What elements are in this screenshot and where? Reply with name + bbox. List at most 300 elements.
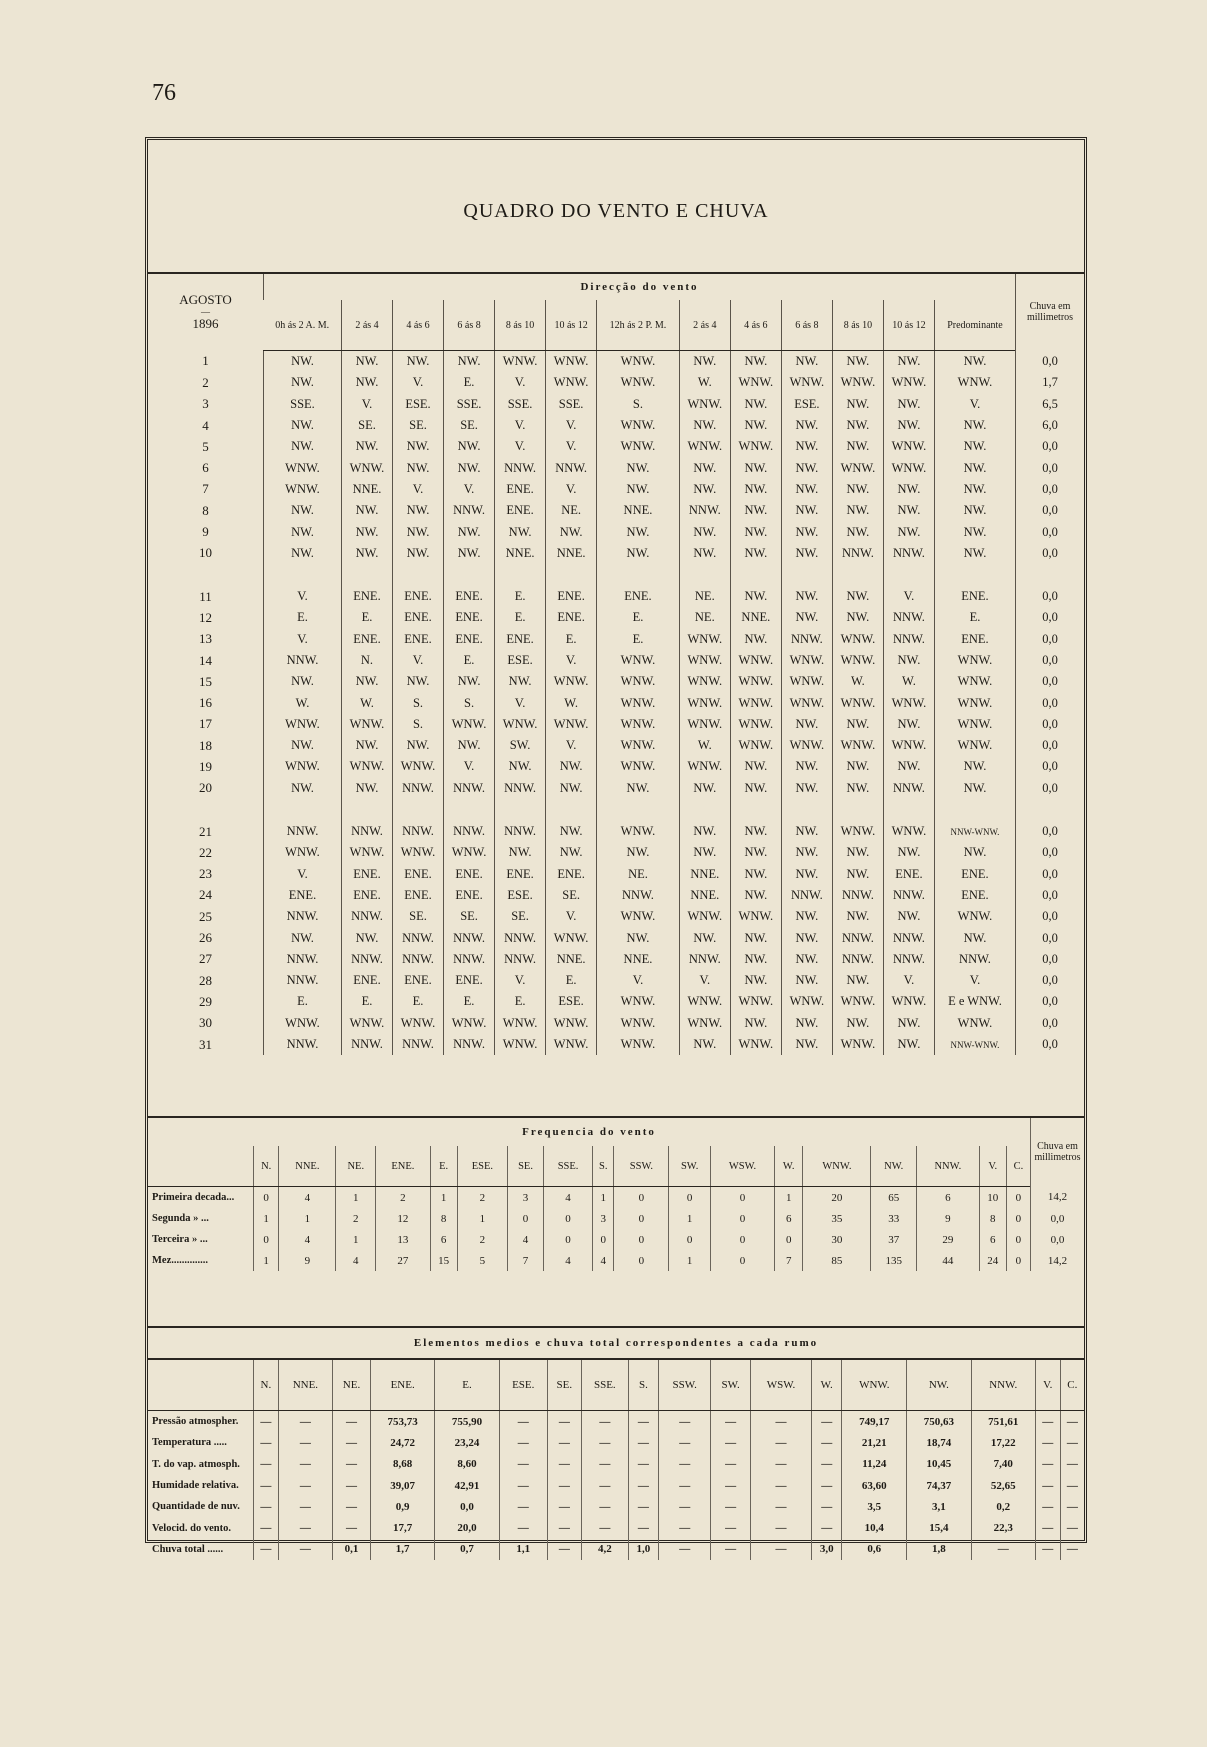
day-cell: 9 bbox=[202, 524, 209, 540]
direction-cell: S. bbox=[393, 692, 444, 713]
direction-cell: WNW. bbox=[444, 714, 495, 735]
frequency-cell: 0 bbox=[614, 1250, 669, 1271]
direction-cell: ENE. bbox=[495, 864, 546, 885]
time-header: 12h ás 2 P. M. bbox=[597, 300, 680, 351]
element-cell: — bbox=[659, 1475, 711, 1496]
direction-cell: E. bbox=[546, 970, 597, 991]
direction-cell: WNW. bbox=[679, 692, 730, 713]
frequency-cell: 4 bbox=[279, 1187, 336, 1209]
direction-cell: NW. bbox=[679, 479, 730, 500]
direction-header: NW. bbox=[871, 1146, 917, 1187]
element-cell: — bbox=[547, 1517, 581, 1538]
element-cell: — bbox=[1060, 1496, 1084, 1517]
frequency-cell: 6 bbox=[775, 1208, 803, 1229]
direction-cell: NW. bbox=[832, 842, 883, 863]
direction-cell: SSE. bbox=[264, 394, 342, 415]
rain-cell: 0,0 bbox=[1016, 1034, 1085, 1055]
table-row bbox=[148, 500, 1084, 521]
table-row bbox=[148, 885, 1084, 906]
direction-cell: S. bbox=[393, 714, 444, 735]
element-cell: — bbox=[499, 1411, 547, 1433]
direction-cell: NNW. bbox=[444, 1034, 495, 1055]
element-cell: 3,1 bbox=[907, 1496, 971, 1517]
element-cell: — bbox=[333, 1454, 371, 1475]
direction-cell: N. bbox=[341, 650, 392, 671]
direction-cell: WNW. bbox=[832, 991, 883, 1012]
element-cell: — bbox=[333, 1496, 371, 1517]
direction-cell: NW. bbox=[832, 970, 883, 991]
direction-cell: NW. bbox=[781, 778, 832, 799]
frequency-cell: 15 bbox=[430, 1250, 457, 1271]
direction-cell: WNW. bbox=[597, 415, 680, 436]
direction-cell: NW. bbox=[730, 351, 781, 373]
direction-cell: WNW. bbox=[781, 650, 832, 671]
element-cell: — bbox=[581, 1432, 628, 1453]
table-row bbox=[148, 394, 1084, 415]
element-cell: — bbox=[333, 1432, 371, 1453]
direction-cell: W. bbox=[832, 671, 883, 692]
direction-cell: NNW. bbox=[341, 949, 392, 970]
direction-cell: WNW. bbox=[832, 692, 883, 713]
direction-cell: S. bbox=[597, 394, 680, 415]
direction-cell: WNW. bbox=[393, 1013, 444, 1034]
direction-cell: WNW. bbox=[730, 735, 781, 756]
direction-cell: E. bbox=[341, 607, 392, 628]
frequency-cell: 1 bbox=[669, 1208, 711, 1229]
direction-cell: NW. bbox=[832, 521, 883, 542]
direction-cell: NNW. bbox=[341, 906, 392, 927]
direction-cell: NW. bbox=[444, 543, 495, 564]
direction-cell: NW. bbox=[883, 1034, 934, 1055]
direction-cell: WNW. bbox=[679, 756, 730, 777]
table-row bbox=[148, 436, 1084, 457]
direction-header: SE. bbox=[547, 1359, 581, 1411]
frequency-cell: 29 bbox=[916, 1229, 979, 1250]
element-cell: 750,63 bbox=[907, 1411, 971, 1433]
direction-header: SSW. bbox=[614, 1146, 669, 1187]
frequency-cell: 35 bbox=[803, 1208, 871, 1229]
direction-cell: V. bbox=[597, 970, 680, 991]
rain-cell: 0,0 bbox=[1016, 842, 1085, 863]
direction-cell: NW. bbox=[679, 778, 730, 799]
direction-cell: NW. bbox=[393, 543, 444, 564]
direction-cell: NW. bbox=[546, 756, 597, 777]
element-cell: — bbox=[581, 1411, 628, 1433]
element-cell: — bbox=[547, 1539, 581, 1560]
direction-cell: NW. bbox=[495, 842, 546, 863]
direction-cell: WNW. bbox=[597, 692, 680, 713]
predominant-cell: V. bbox=[934, 394, 1015, 415]
direction-header: SSE. bbox=[544, 1146, 593, 1187]
direction-cell: NW. bbox=[264, 778, 342, 799]
direction-cell: V. bbox=[546, 415, 597, 436]
direction-cell: NW. bbox=[781, 864, 832, 885]
direction-cell: NNW. bbox=[341, 821, 392, 842]
day-cell: 8 bbox=[202, 502, 209, 518]
frequency-cell: 20 bbox=[803, 1187, 871, 1209]
element-cell: — bbox=[628, 1517, 658, 1538]
direction-cell: ENE. bbox=[495, 500, 546, 521]
direction-cell: V. bbox=[393, 372, 444, 393]
direction-cell: NW. bbox=[495, 756, 546, 777]
direction-cell: WNW. bbox=[883, 821, 934, 842]
direction-cell: NNW. bbox=[264, 970, 342, 991]
direction-cell: NW. bbox=[883, 415, 934, 436]
table-row bbox=[148, 1208, 1084, 1229]
direction-header: V. bbox=[979, 1146, 1006, 1187]
page-number: 76 bbox=[152, 80, 176, 106]
day-cell: 4 bbox=[202, 417, 209, 433]
direction-cell: NW. bbox=[730, 842, 781, 863]
element-cell: — bbox=[659, 1432, 711, 1453]
direction-cell: V. bbox=[546, 479, 597, 500]
element-cell: — bbox=[711, 1475, 751, 1496]
element-cell: 17,7 bbox=[370, 1517, 434, 1538]
day-cell: 14 bbox=[199, 652, 212, 668]
rain-cell: 0,0 bbox=[1031, 1229, 1085, 1250]
direction-cell: NW. bbox=[832, 714, 883, 735]
day-cell: 17 bbox=[199, 716, 212, 732]
predominant-cell: ENE. bbox=[934, 586, 1015, 607]
decade-gap bbox=[148, 799, 1084, 821]
direction-cell: ESE. bbox=[495, 650, 546, 671]
direction-cell: WNW. bbox=[264, 479, 342, 500]
direction-header: NW. bbox=[907, 1359, 971, 1411]
direction-cell: NW. bbox=[883, 394, 934, 415]
direction-cell: ENE. bbox=[341, 629, 392, 650]
direction-cell: ENE. bbox=[495, 629, 546, 650]
direction-cell: WNW. bbox=[679, 671, 730, 692]
row-label: Segunda » ... bbox=[152, 1213, 209, 1224]
elements-table bbox=[148, 1326, 1084, 1560]
frequency-cell: 0 bbox=[669, 1229, 711, 1250]
direction-cell: NW. bbox=[597, 543, 680, 564]
day-cell: 3 bbox=[202, 396, 209, 412]
frequency-cell: 8 bbox=[979, 1208, 1006, 1229]
rain-cell: 6,5 bbox=[1016, 394, 1085, 415]
frequency-cell: 1 bbox=[254, 1250, 279, 1271]
direction-cell: NNW. bbox=[883, 927, 934, 948]
rain-cell: 0,0 bbox=[1016, 970, 1085, 991]
direction-header: S. bbox=[628, 1359, 658, 1411]
direction-cell: WNW. bbox=[883, 436, 934, 457]
title-box bbox=[148, 140, 1084, 274]
row-label: Terceira » ... bbox=[152, 1234, 208, 1245]
element-cell: 18,74 bbox=[907, 1432, 971, 1453]
direction-cell: WNW. bbox=[597, 1013, 680, 1034]
frequency-cell: 1 bbox=[593, 1187, 614, 1209]
direction-cell: NNW. bbox=[264, 949, 342, 970]
direction-cell: WNW. bbox=[730, 906, 781, 927]
direction-cell: NW. bbox=[883, 650, 934, 671]
predominant-cell: NW. bbox=[934, 436, 1015, 457]
predominant-cell: NW. bbox=[934, 479, 1015, 500]
row-label: Humidade relativa. bbox=[152, 1480, 239, 1492]
element-cell: — bbox=[254, 1411, 279, 1433]
frequency-cell: 2 bbox=[376, 1187, 430, 1209]
frequency-cell: 0 bbox=[544, 1208, 593, 1229]
rain-cell: 6,0 bbox=[1016, 415, 1085, 436]
frequency-cell: 0 bbox=[710, 1250, 774, 1271]
table-row bbox=[148, 1187, 1084, 1209]
element-cell: — bbox=[628, 1496, 658, 1517]
direction-cell: NW. bbox=[597, 479, 680, 500]
direction-cell: WNW. bbox=[597, 735, 680, 756]
direction-cell: SE. bbox=[341, 415, 392, 436]
frequency-cell: 1 bbox=[775, 1187, 803, 1209]
element-cell: 39,07 bbox=[370, 1475, 434, 1496]
direction-header: NNE. bbox=[279, 1146, 336, 1187]
direction-cell: NNW. bbox=[883, 885, 934, 906]
element-cell: 1,8 bbox=[907, 1539, 971, 1560]
element-cell: 7,40 bbox=[971, 1454, 1035, 1475]
element-cell: — bbox=[254, 1496, 279, 1517]
table-row bbox=[148, 949, 1084, 970]
direction-cell: NW. bbox=[444, 351, 495, 373]
direction-cell: NNW. bbox=[679, 949, 730, 970]
direction-cell: WNW. bbox=[546, 714, 597, 735]
direction-cell: NW. bbox=[341, 778, 392, 799]
frequency-table bbox=[148, 1116, 1084, 1271]
direction-cell: NW. bbox=[730, 415, 781, 436]
table-row bbox=[148, 842, 1084, 863]
element-cell: — bbox=[750, 1496, 811, 1517]
direction-cell: NW. bbox=[730, 1013, 781, 1034]
direction-cell: NW. bbox=[444, 735, 495, 756]
direction-cell: NW. bbox=[679, 842, 730, 863]
direction-cell: WNW. bbox=[495, 1013, 546, 1034]
time-header: 6 ás 8 bbox=[444, 300, 495, 351]
direction-cell: SE. bbox=[444, 906, 495, 927]
predominant-cell: WNW. bbox=[934, 714, 1015, 735]
frequency-cell: 3 bbox=[593, 1208, 614, 1229]
frequency-cell: 0 bbox=[710, 1187, 774, 1209]
element-cell: 3,5 bbox=[842, 1496, 907, 1517]
element-cell: — bbox=[278, 1539, 332, 1560]
element-cell: — bbox=[750, 1475, 811, 1496]
predominant-cell: E e WNW. bbox=[934, 991, 1015, 1012]
predominant-cell: NW. bbox=[934, 500, 1015, 521]
frequency-cell: 12 bbox=[376, 1208, 430, 1229]
day-cell: 21 bbox=[199, 823, 212, 839]
element-cell: 23,24 bbox=[435, 1432, 499, 1453]
direction-cell: WNW. bbox=[679, 906, 730, 927]
element-cell: 0,9 bbox=[370, 1496, 434, 1517]
direction-cell: ESE. bbox=[495, 885, 546, 906]
direction-cell: NNW. bbox=[495, 457, 546, 478]
direction-cell: WNW. bbox=[679, 394, 730, 415]
direction-cell: NW. bbox=[495, 671, 546, 692]
month-label: AGOSTO bbox=[179, 292, 232, 308]
frequency-cell: 27 bbox=[376, 1250, 430, 1271]
element-cell: — bbox=[750, 1432, 811, 1453]
element-cell: — bbox=[812, 1411, 842, 1433]
element-cell: 0,1 bbox=[333, 1539, 371, 1560]
predominant-cell: E. bbox=[934, 607, 1015, 628]
frequency-cell: 0 bbox=[508, 1208, 544, 1229]
frequency-cell: 4 bbox=[544, 1187, 593, 1209]
direction-cell: NW. bbox=[597, 457, 680, 478]
day-cell: 28 bbox=[199, 972, 212, 988]
element-cell: 4,2 bbox=[581, 1539, 628, 1560]
frequency-cell: 7 bbox=[508, 1250, 544, 1271]
rain-cell: 0,0 bbox=[1016, 586, 1085, 607]
frequency-cell: 4 bbox=[593, 1250, 614, 1271]
element-cell: — bbox=[971, 1539, 1035, 1560]
frequency-cell: 33 bbox=[871, 1208, 917, 1229]
direction-cell: WNW. bbox=[730, 372, 781, 393]
direction-header: WNW. bbox=[842, 1359, 907, 1411]
element-cell: — bbox=[333, 1517, 371, 1538]
direction-cell: SW. bbox=[495, 735, 546, 756]
element-cell: — bbox=[254, 1454, 279, 1475]
frequency-cell: 6 bbox=[916, 1187, 979, 1209]
element-cell: — bbox=[812, 1454, 842, 1475]
table-row bbox=[148, 1496, 1084, 1517]
direction-cell: NW. bbox=[730, 521, 781, 542]
direction-cell: V. bbox=[546, 906, 597, 927]
direction-cell: WNW. bbox=[832, 372, 883, 393]
direction-cell: NNW. bbox=[444, 949, 495, 970]
direction-cell: NW. bbox=[444, 521, 495, 542]
direction-cell: WNW. bbox=[264, 842, 342, 863]
frequency-cell: 1 bbox=[254, 1208, 279, 1229]
predominant-cell: ENE. bbox=[934, 885, 1015, 906]
direction-header: N. bbox=[254, 1359, 279, 1411]
element-cell: — bbox=[581, 1496, 628, 1517]
frequency-cell: 9 bbox=[279, 1250, 336, 1271]
direction-cell: V. bbox=[495, 970, 546, 991]
element-cell: — bbox=[333, 1411, 371, 1433]
direction-cell: NW. bbox=[730, 970, 781, 991]
direction-cell: WNW. bbox=[781, 692, 832, 713]
direction-cell: NW. bbox=[781, 756, 832, 777]
row-label: Temperatura ..... bbox=[152, 1437, 227, 1449]
direction-cell: NE. bbox=[679, 586, 730, 607]
predominant-header: Predominante bbox=[934, 300, 1015, 351]
frequency-cell: 0 bbox=[710, 1229, 774, 1250]
direction-cell: WNW. bbox=[730, 650, 781, 671]
direction-cell: V. bbox=[546, 436, 597, 457]
element-cell: — bbox=[1060, 1539, 1084, 1560]
direction-cell: WNW. bbox=[264, 457, 342, 478]
direction-cell: E. bbox=[393, 991, 444, 1012]
predominant-cell: NW. bbox=[934, 457, 1015, 478]
day-cell: 13 bbox=[199, 631, 212, 647]
direction-cell: NNW. bbox=[883, 607, 934, 628]
direction-cell: NW. bbox=[730, 821, 781, 842]
direction-cell: WNW. bbox=[730, 436, 781, 457]
element-cell: — bbox=[581, 1454, 628, 1475]
direction-cell: E. bbox=[495, 607, 546, 628]
direction-cell: WNW. bbox=[597, 671, 680, 692]
frequency-cell: 13 bbox=[376, 1229, 430, 1250]
direction-cell: WNW. bbox=[832, 1034, 883, 1055]
predominant-cell: NW. bbox=[934, 927, 1015, 948]
direction-cell: ENE. bbox=[393, 885, 444, 906]
row-label: T. do vap. atmosph. bbox=[152, 1458, 240, 1470]
direction-cell: NNW. bbox=[679, 500, 730, 521]
frequency-cell: 5 bbox=[457, 1250, 507, 1271]
direction-cell: NW. bbox=[883, 479, 934, 500]
element-cell: 751,61 bbox=[971, 1411, 1035, 1433]
day-cell: 11 bbox=[199, 588, 212, 604]
frequency-cell: 135 bbox=[871, 1250, 917, 1271]
frequency-cell: 44 bbox=[916, 1250, 979, 1271]
direction-cell: NW. bbox=[781, 415, 832, 436]
direction-cell: WNW. bbox=[597, 351, 680, 373]
element-cell: — bbox=[1035, 1454, 1060, 1475]
direction-cell: NNW. bbox=[393, 821, 444, 842]
rain-cell: 0,0 bbox=[1016, 629, 1085, 650]
element-cell: — bbox=[659, 1496, 711, 1517]
element-cell: — bbox=[750, 1454, 811, 1475]
direction-cell: ENE. bbox=[393, 864, 444, 885]
direction-cell: V. bbox=[393, 650, 444, 671]
direction-cell: WNW. bbox=[730, 714, 781, 735]
frequency-cell: 0 bbox=[254, 1229, 279, 1250]
frequency-cell: 9 bbox=[916, 1208, 979, 1229]
rain-cell: 14,2 bbox=[1031, 1187, 1085, 1209]
direction-cell: WNW. bbox=[730, 1034, 781, 1055]
direction-cell: NW. bbox=[597, 778, 680, 799]
table-row bbox=[148, 629, 1084, 650]
direction-cell: NW. bbox=[832, 479, 883, 500]
frequency-cell: 1 bbox=[336, 1187, 376, 1209]
direction-cell: NW. bbox=[883, 521, 934, 542]
element-cell: 753,73 bbox=[370, 1411, 434, 1433]
direction-cell: WNW. bbox=[546, 671, 597, 692]
direction-cell: WNW. bbox=[444, 842, 495, 863]
direction-cell: NW. bbox=[781, 457, 832, 478]
element-cell: — bbox=[278, 1517, 332, 1538]
direction-header: NNW. bbox=[916, 1146, 979, 1187]
rain-cell: 0,0 bbox=[1016, 864, 1085, 885]
direction-cell: WNW. bbox=[597, 372, 680, 393]
rain-cell: 0,0 bbox=[1016, 479, 1085, 500]
element-cell: 0,0 bbox=[435, 1496, 499, 1517]
rain-cell: 0,0 bbox=[1016, 906, 1085, 927]
element-cell: — bbox=[278, 1432, 332, 1453]
direction-cell: ENE. bbox=[444, 970, 495, 991]
direction-cell: NW. bbox=[730, 756, 781, 777]
element-cell: — bbox=[711, 1432, 751, 1453]
direction-header: NNW. bbox=[971, 1359, 1035, 1411]
direction-cell: ENE. bbox=[883, 864, 934, 885]
frequency-cell: 4 bbox=[336, 1250, 376, 1271]
time-header: 4 ás 6 bbox=[730, 300, 781, 351]
direction-header: ESE. bbox=[457, 1146, 507, 1187]
element-cell: — bbox=[1060, 1432, 1084, 1453]
direction-cell: WNW. bbox=[495, 351, 546, 373]
direction-cell: NW. bbox=[883, 842, 934, 863]
day-cell: 1 bbox=[202, 353, 209, 369]
frequency-cell: 0 bbox=[1006, 1229, 1030, 1250]
direction-cell: NW. bbox=[264, 521, 342, 542]
direction-cell: NW. bbox=[341, 521, 392, 542]
table-row bbox=[148, 586, 1084, 607]
rain-cell: 0,0 bbox=[1016, 735, 1085, 756]
element-cell: — bbox=[547, 1475, 581, 1496]
direction-cell: WNW. bbox=[832, 650, 883, 671]
direction-cell: NW. bbox=[546, 821, 597, 842]
direction-cell: WNW. bbox=[597, 436, 680, 457]
time-header: 4 ás 6 bbox=[393, 300, 444, 351]
element-cell: — bbox=[581, 1517, 628, 1538]
day-cell: 7 bbox=[202, 481, 209, 497]
time-header: 6 ás 8 bbox=[781, 300, 832, 351]
direction-cell: NNW. bbox=[444, 821, 495, 842]
